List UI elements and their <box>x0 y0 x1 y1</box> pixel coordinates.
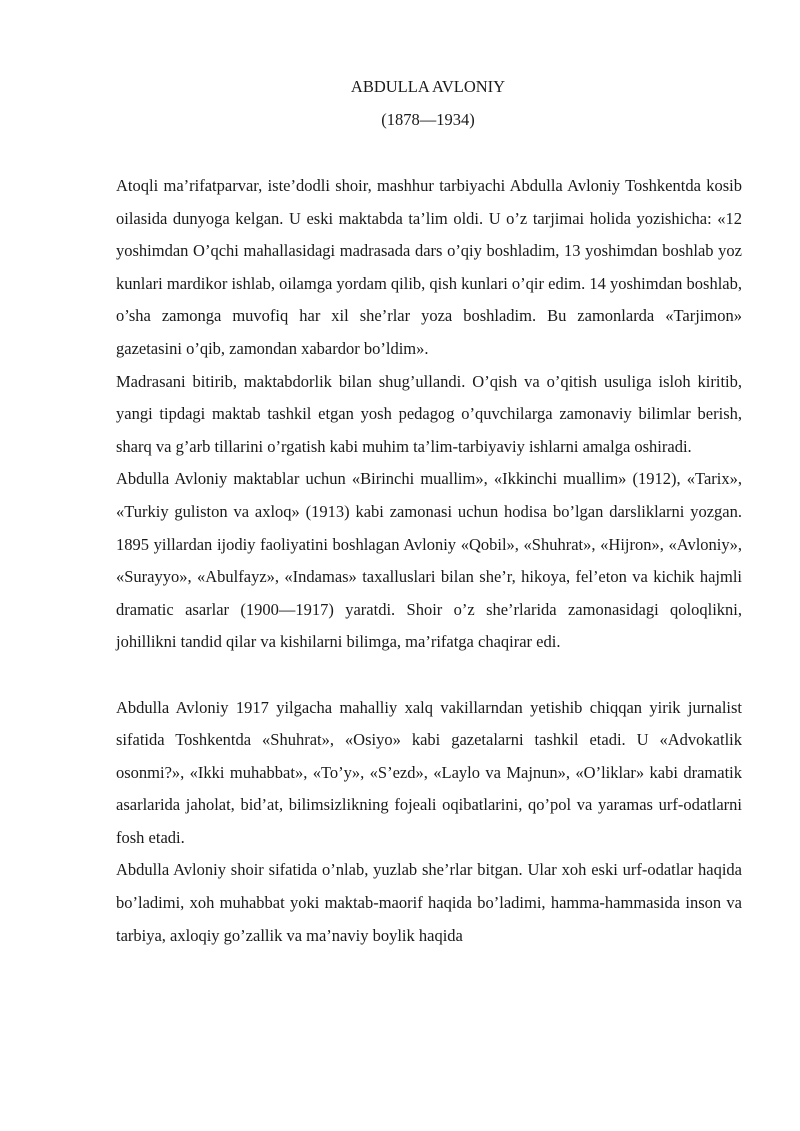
document-title: ABDULLA AVLONIY <box>350 77 506 96</box>
document-years: (1878—1934) <box>381 110 475 129</box>
paragraph-biography: Atoqli ma’rifatparvar, iste’dodli shoir, mashhur tarbiyachi Abdulla Avloniy Toshkentda kosib oilasida dunyoga kelgan. U eski maktabda ta’lim oldi. U o’z tarjimai holida yozishicha: «12 yoshimdan O’qchi mahallasidagi madrasada dars o’qiy boshladim, 13 yoshimdan boshlab yoz kunlari mardikor ishlab, oilamga yordam qilib, qish kunlari o’qir edim. 14 yoshimdan boshlab, o’sha zamonga muvofiq har xil she’rlar yoza boshladim. Bu zamonlarda «Tarjimon» gazetasini o’qib, zamondan xabardor bo’ldim». <box>116 176 742 358</box>
paragraph-madrasa: Madrasani bitirib, maktabdorlik bilan shug’ullandi. O’qish va o’qitish usuliga isloh kiritib, yangi tipdagi maktab tashkil etgan yosh pedagog o’quvchilarga zamonaviy bilimlar berish, sharq va g’arb tillarini o’rgatish kabi muhim ta’lim-tarbiyaviy ishlarni amalga oshiradi. <box>116 371 742 456</box>
paragraph-journalism: Abdulla Avloniy 1917 yilgacha mahalliy xalq vakillarndan yetishib chiqqan yirik jurnalist sifatida Toshkentda «Shuhrat», «Osiyo» kabi gazetalarni tashkil etadi. U «Advokatlik osonmi?», «Ikki muhabbat», «To’y», «S’ezd», «Laylo va Majnun», «O’liklar» kabi dramatik asarlarida jaholat, bid’at, bilimsizlikning fojeali oqibatlarini, qo’pol va yaramas urf-odatlarni fosh etadi. <box>116 697 742 847</box>
paragraph-textbooks: Abdulla Avloniy maktablar uchun «Birinchi muallim», «Ikkinchi muallim» (1912), «Tarix», «Turkiy guliston va axloq» (1913) kabi zamonasi uchun hodisa bo’lgan darsliklarni yozgan. 1895 yillardan ijodiy faoliyatini boshlagan Avloniy «Qobil», «Shuhrat», «Hijron», «Avloniy», «Surayyo», «Abulfayz», «Indamas» taxalluslari bilan she’r, hikoya, fel’eton va kichik hajmli dramatic asarlar (1900—1917) yaratdi. Shoir o’z she’rlarida zamonasidagi qoloqlikni, johillikni tandid qilar va kishilarni bilimga, ma’rifatga chaqirar edi. <box>116 469 742 652</box>
paragraph-poetry: Abdulla Avloniy shoir sifatida o’nlab, yuzlab she’rlar bitgan. Ular xoh eski urf-odatlar haqida bo’ladimi, xoh muhabbat yoki maktab-maorif haqida bo’ladimi, hamma-hammasida inson va tarbiya, axloqiy go’zallik va ma’naviy boylik haqida <box>116 860 742 945</box>
document-body <box>116 170 742 952</box>
